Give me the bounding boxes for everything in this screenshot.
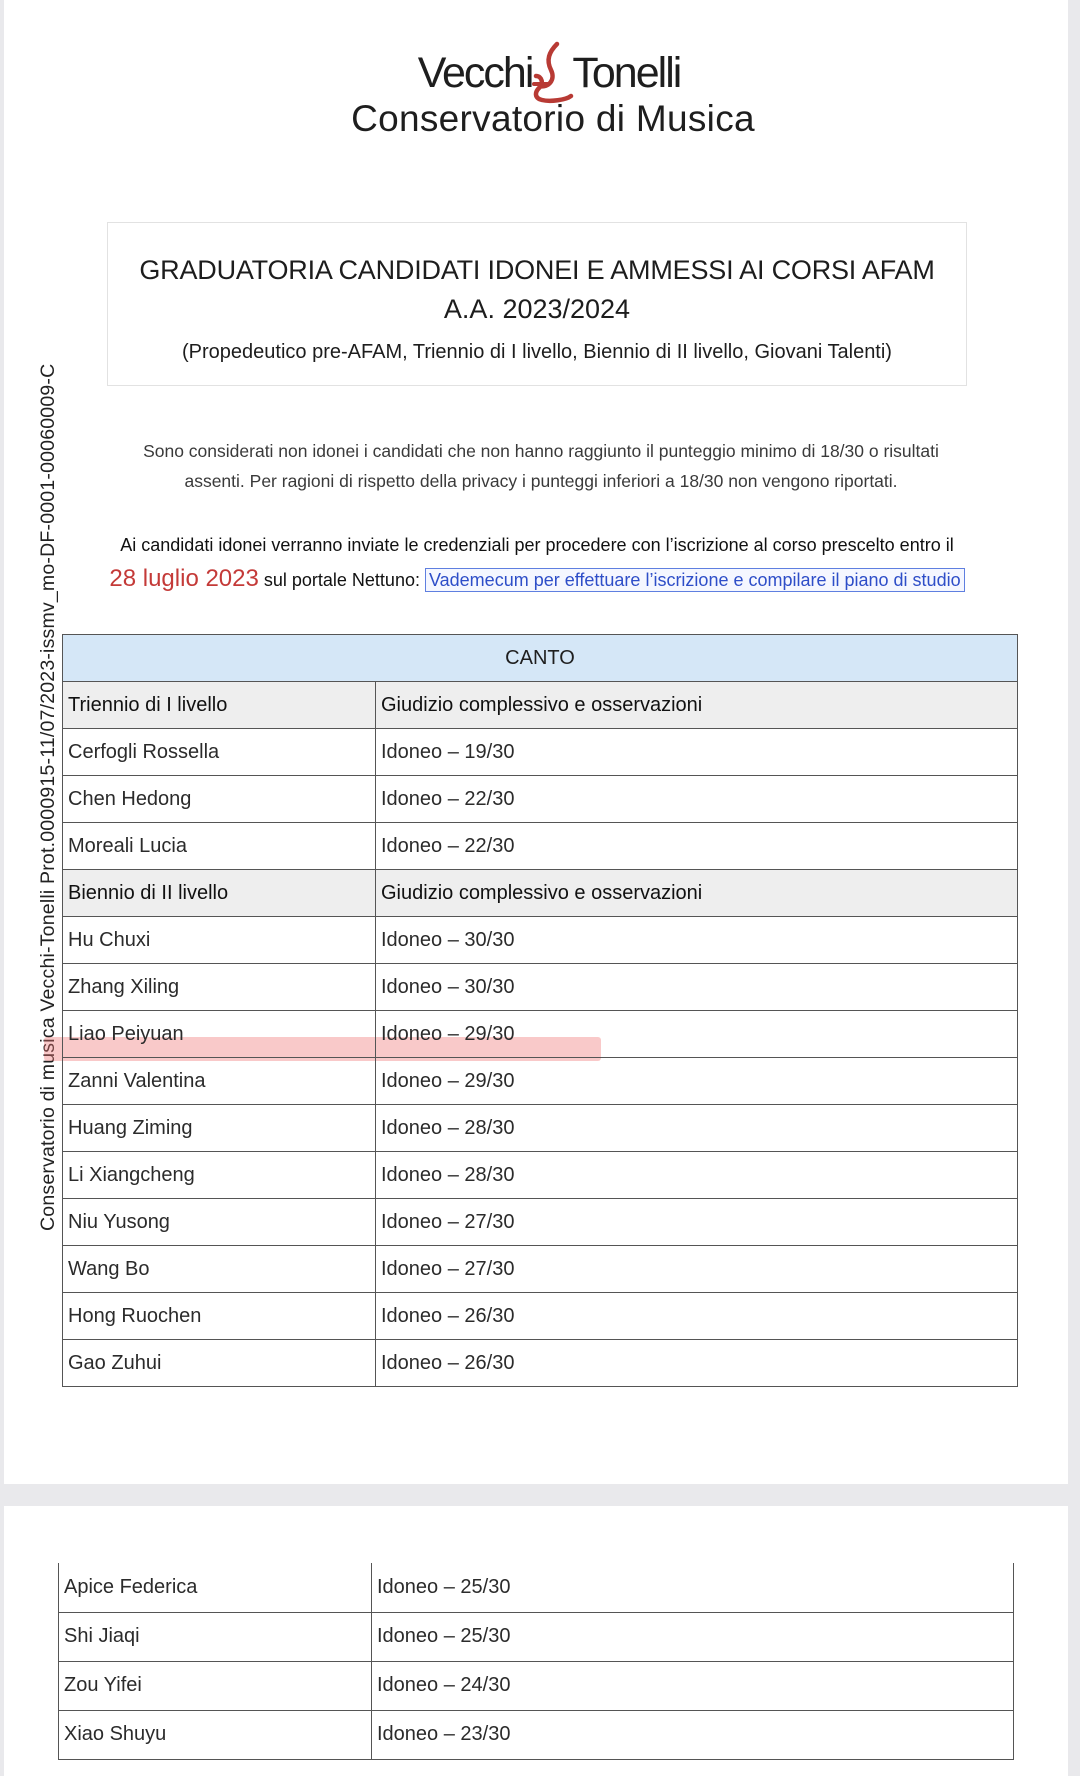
candidate-result: Idoneo – 22/30 bbox=[376, 776, 1018, 823]
conservatory-logo bbox=[4, 40, 1068, 140]
candidate-result: Idoneo – 27/30 bbox=[376, 1246, 1018, 1293]
candidate-name: Hu Chuxi bbox=[63, 917, 376, 964]
candidate-name: Niu Yusong bbox=[63, 1199, 376, 1246]
document-title: GRADUATORIA CANDIDATI IDONEI E AMMESSI AI CORSI AFAM bbox=[139, 255, 935, 285]
results-table-continued bbox=[58, 1563, 1014, 1760]
table-row bbox=[63, 1058, 1018, 1105]
candidate-name: Huang Ziming bbox=[63, 1105, 376, 1152]
candidate-result: Idoneo – 25/30 bbox=[372, 1612, 1014, 1661]
table-row bbox=[63, 1340, 1018, 1387]
candidate-result: Idoneo – 28/30 bbox=[376, 1152, 1018, 1199]
vademecum-link[interactable]: Vademecum per effettuare l’iscrizione e compilare il piano di studio bbox=[425, 568, 965, 592]
candidate-name: Wang Bo bbox=[63, 1246, 376, 1293]
intro-paragraph bbox=[84, 436, 998, 496]
table-row bbox=[59, 1661, 1014, 1710]
candidate-name: Chen Hedong bbox=[63, 776, 376, 823]
portal-text: sul portale Nettuno: bbox=[263, 570, 420, 590]
intro-line-1: Sono considerati non idonei i candidati che non hanno raggiunto il punteggio minimo di 18/30 o risultati bbox=[143, 441, 939, 461]
candidate-result: Idoneo – 19/30 bbox=[376, 729, 1018, 776]
table-row bbox=[59, 1563, 1014, 1612]
candidate-result: Idoneo – 29/30 bbox=[376, 1011, 1018, 1058]
candidate-name: Gao Zuhui bbox=[63, 1340, 376, 1387]
candidate-name: Li Xiangcheng bbox=[63, 1152, 376, 1199]
section-header-row bbox=[63, 870, 1018, 917]
heading-box bbox=[107, 222, 967, 386]
intro-line-2: assenti. Per ragioni di rispetto della privacy i punteggi inferiori a 18/30 non vengono riportati. bbox=[184, 471, 898, 491]
candidate-result: Idoneo – 26/30 bbox=[376, 1340, 1018, 1387]
candidate-name: Zou Yifei bbox=[59, 1661, 372, 1710]
table-row bbox=[59, 1612, 1014, 1661]
enrollment-notice bbox=[64, 528, 1010, 597]
candidate-result: Idoneo – 30/30 bbox=[376, 964, 1018, 1011]
section-label: Biennio di II livello bbox=[63, 870, 376, 917]
notice-line-1: Ai candidati idonei verranno inviate le credenziali per procedere con l’iscrizione al corso prescelto entro il bbox=[120, 535, 954, 555]
logo-name-left: Vecchi bbox=[417, 48, 533, 97]
academic-year: A.A. 2023/2024 bbox=[443, 294, 631, 324]
candidate-name: Liao Peiyuan bbox=[63, 1011, 376, 1058]
table-caption: CANTO bbox=[63, 635, 1018, 682]
table-row bbox=[63, 1293, 1018, 1340]
candidate-result: Idoneo – 23/30 bbox=[372, 1710, 1014, 1759]
table-row bbox=[63, 1105, 1018, 1152]
candidate-result: Idoneo – 30/30 bbox=[376, 917, 1018, 964]
course-list: (Propedeutico pre-AFAM, Triennio di I livello, Biennio di II livello, Giovani Talenti) bbox=[182, 341, 892, 363]
candidate-name: Zanni Valentina bbox=[63, 1058, 376, 1105]
candidate-name: Xiao Shuyu bbox=[59, 1710, 372, 1759]
table-row bbox=[63, 823, 1018, 870]
candidate-result: Idoneo – 27/30 bbox=[376, 1199, 1018, 1246]
table-row bbox=[59, 1710, 1014, 1759]
table-row bbox=[63, 1199, 1018, 1246]
candidate-name: Apice Federica bbox=[59, 1563, 372, 1612]
candidate-result: Idoneo – 25/30 bbox=[372, 1563, 1014, 1612]
candidate-name: Zhang Xiling bbox=[63, 964, 376, 1011]
section-header-row bbox=[63, 682, 1018, 729]
table-row bbox=[63, 1246, 1018, 1293]
table-row bbox=[63, 917, 1018, 964]
table-row bbox=[63, 729, 1018, 776]
section-label: Triennio di I livello bbox=[63, 682, 376, 729]
logo-subtitle: Conservatorio di Musica bbox=[351, 98, 755, 139]
candidate-result: Idoneo – 29/30 bbox=[376, 1058, 1018, 1105]
violin-scroll-icon bbox=[530, 40, 574, 106]
section-column-header: Giudizio complessivo e osservazioni bbox=[376, 682, 1018, 729]
candidate-name: Hong Ruochen bbox=[63, 1293, 376, 1340]
table-row bbox=[63, 1152, 1018, 1199]
candidate-result: Idoneo – 22/30 bbox=[376, 823, 1018, 870]
candidate-name: Shi Jiaqi bbox=[59, 1612, 372, 1661]
candidate-result: Idoneo – 24/30 bbox=[372, 1661, 1014, 1710]
candidate-result: Idoneo – 28/30 bbox=[376, 1105, 1018, 1152]
table-row bbox=[63, 776, 1018, 823]
candidate-result: Idoneo – 26/30 bbox=[376, 1293, 1018, 1340]
document-page-1 bbox=[4, 0, 1068, 1484]
candidate-name: Cerfogli Rossella bbox=[63, 729, 376, 776]
table-row bbox=[63, 964, 1018, 1011]
protocol-stamp: Conservatorio di musica Vecchi-Tonelli Prot.0000915-11/07/2023-issmv_mo-DF-0001-00060009-C bbox=[37, 363, 59, 1231]
table-row-highlighted bbox=[63, 1011, 1018, 1058]
deadline-date: 28 luglio 2023 bbox=[109, 565, 259, 592]
logo-name-right: Tonelli bbox=[572, 48, 681, 97]
results-table bbox=[62, 634, 1018, 1387]
section-column-header: Giudizio complessivo e osservazioni bbox=[376, 870, 1018, 917]
candidate-name: Moreali Lucia bbox=[63, 823, 376, 870]
